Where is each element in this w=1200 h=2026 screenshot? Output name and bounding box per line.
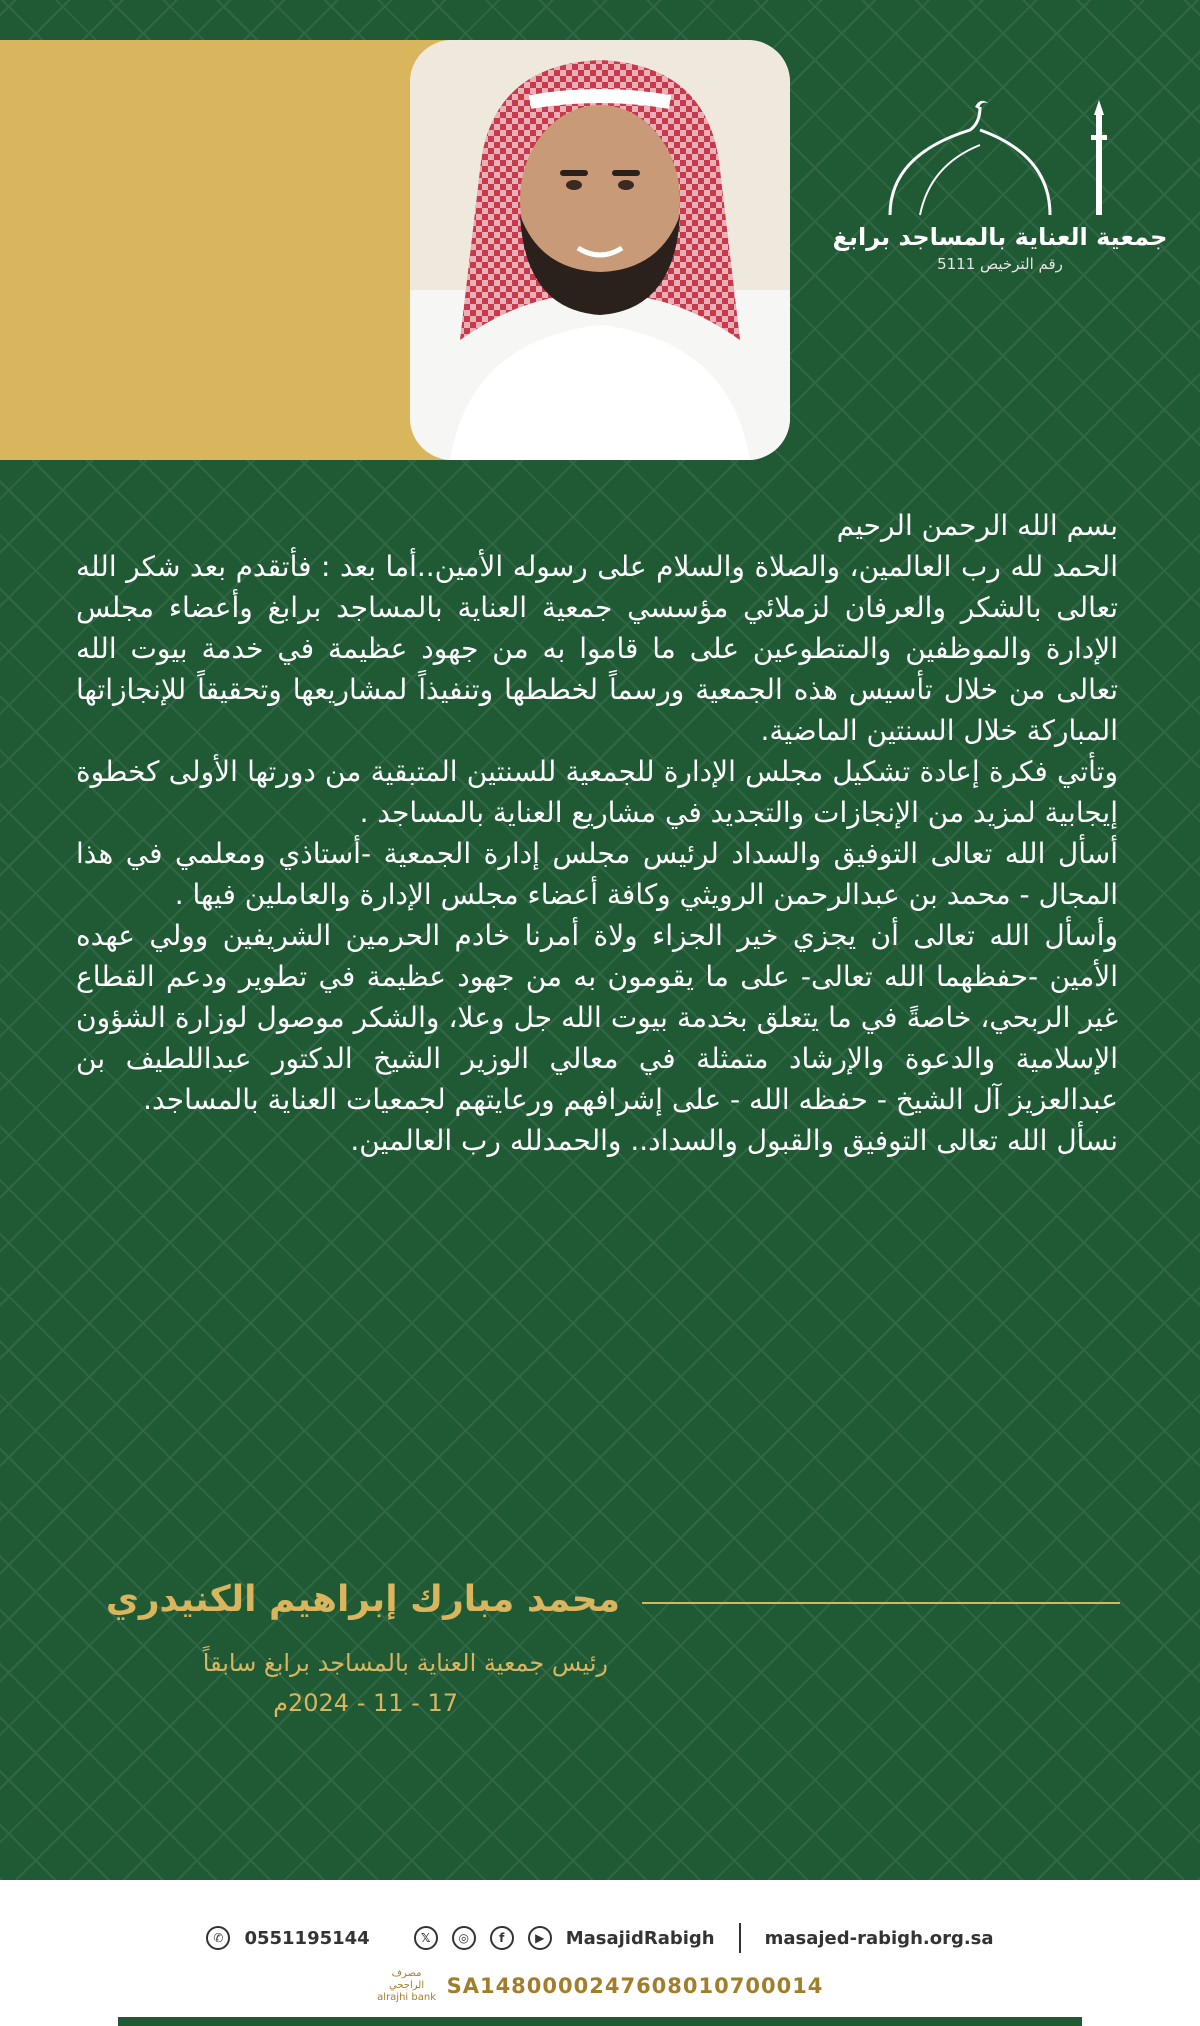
letter-paragraph: الحمد لله رب العالمين، والصلاة والسلام على رسوله الأمين..أما بعد : فأتقدم بعد شكر الله تعالى بالشكر والعرفان لزملائي مؤسسي جمعية العناية بالمساجد برابغ وأعضاء مجلس الإدارة والموظفين والمتطوعين على ما قاموا به من جهود عظيمة في خدمة بيوت الله تعالى من خلال تأسيس هذه الجمعية ورسماً لخططها وتنفيذاً لمشاريعها وتحقيقاً للإنجازاتها المباركة خلال السنتين الماضية. bbox=[76, 550, 1118, 747]
whatsapp-icon[interactable]: ✆ bbox=[206, 1926, 230, 1950]
signature-title: رئيس جمعية العناية بالمساجد برابغ سابقاً bbox=[202, 1649, 608, 1677]
bank-logo bbox=[377, 1968, 437, 2004]
portrait-photo bbox=[410, 40, 790, 460]
signature-name: محمد مبارك إبراهيم الكنيدري bbox=[105, 1579, 620, 1620]
footer-separator bbox=[739, 1923, 741, 1953]
x-icon[interactable]: 𝕏 bbox=[414, 1926, 438, 1950]
iban-number: SA1480000247608010700014 bbox=[446, 1974, 824, 1998]
org-name: جمعية العناية بالمساجد برابغ bbox=[832, 223, 1168, 251]
instagram-icon[interactable]: ◎ bbox=[452, 1926, 476, 1950]
footer-bank bbox=[0, 1968, 1200, 2004]
footer-bar bbox=[118, 2017, 1082, 2026]
letter-paragraph: وأسأل الله تعالى أن يجزي خير الجزاء ولاة أمرنا خادم الحرمين الشريفين وولي عهده الأمين -حفظهما الله تعالى- على ما يقومون به من جهود عظيمة في تطوير ودعم القطاع غير الربحي، خاصةً في ما يتعلق بخدمة بيوت الله جل وعلا، والشكر موصول لوزارة الشؤون الإسلامية والدعوة والإرشاد متمثلة في معالي الوزير الشيخ الدكتور عبداللطيف بن عبدالعزيز آل الشيخ - حفظه الله - على إشرافهم ورعايتهم لجمعيات العناية بالمساجد. bbox=[76, 919, 1118, 1116]
letter-paragraph: وتأتي فكرة إعادة تشكيل مجلس الإدارة للجمعية للسنتين المتبقية من دورتها الأولى كخطوة إيجابية لمزيد من الإنجازات والتجديد في مشاريع العناية بالمساجد . bbox=[76, 755, 1118, 829]
website-link[interactable]: masajed-rabigh.org.sa bbox=[764, 1927, 994, 1949]
letter-paragraph: بسم الله الرحمن الرحيم bbox=[836, 509, 1118, 542]
footer-contacts bbox=[0, 1918, 1200, 1958]
bank-name-en: alrajhi bank bbox=[377, 1992, 436, 2003]
letter-paragraph: نسأل الله تعالى التوفيق والقبول والسداد.. والحمدلله رب العالمين. bbox=[350, 1124, 1118, 1157]
footer bbox=[0, 1880, 1200, 2026]
bank-name-ar: مصرف الراجحي bbox=[389, 1968, 425, 1991]
signature-date: 17 - 11 - 2024م bbox=[273, 1689, 458, 1717]
facebook-icon[interactable]: f bbox=[490, 1926, 514, 1950]
social-handle[interactable]: MasajidRabigh bbox=[565, 1927, 715, 1949]
phone-number[interactable]: 0551195144 bbox=[244, 1927, 370, 1949]
youtube-icon[interactable]: ▶ bbox=[528, 1926, 552, 1950]
portrait-illustration bbox=[410, 40, 790, 460]
letter-body bbox=[76, 505, 1118, 1161]
signature-divider bbox=[642, 1602, 1120, 1604]
mosque-dome-icon bbox=[820, 95, 1180, 220]
org-logo bbox=[820, 95, 1180, 285]
letter-paragraph: أسأل الله تعالى التوفيق والسداد لرئيس مجلس إدارة الجمعية -أستاذي ومعلمي في هذا المجال - محمد بن عبدالرحمن الرويثي وكافة أعضاء مجلس الإدارة والعاملين فيها . bbox=[76, 837, 1118, 911]
license-number: رقم الترخيص 5111 bbox=[937, 255, 1063, 273]
